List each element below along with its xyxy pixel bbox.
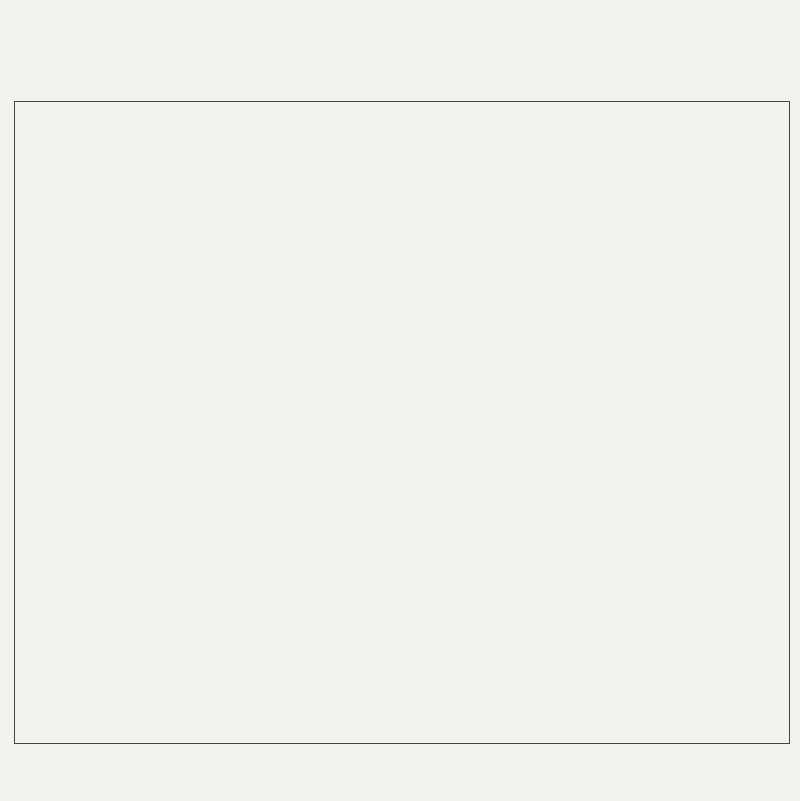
table-frame	[14, 101, 790, 744]
